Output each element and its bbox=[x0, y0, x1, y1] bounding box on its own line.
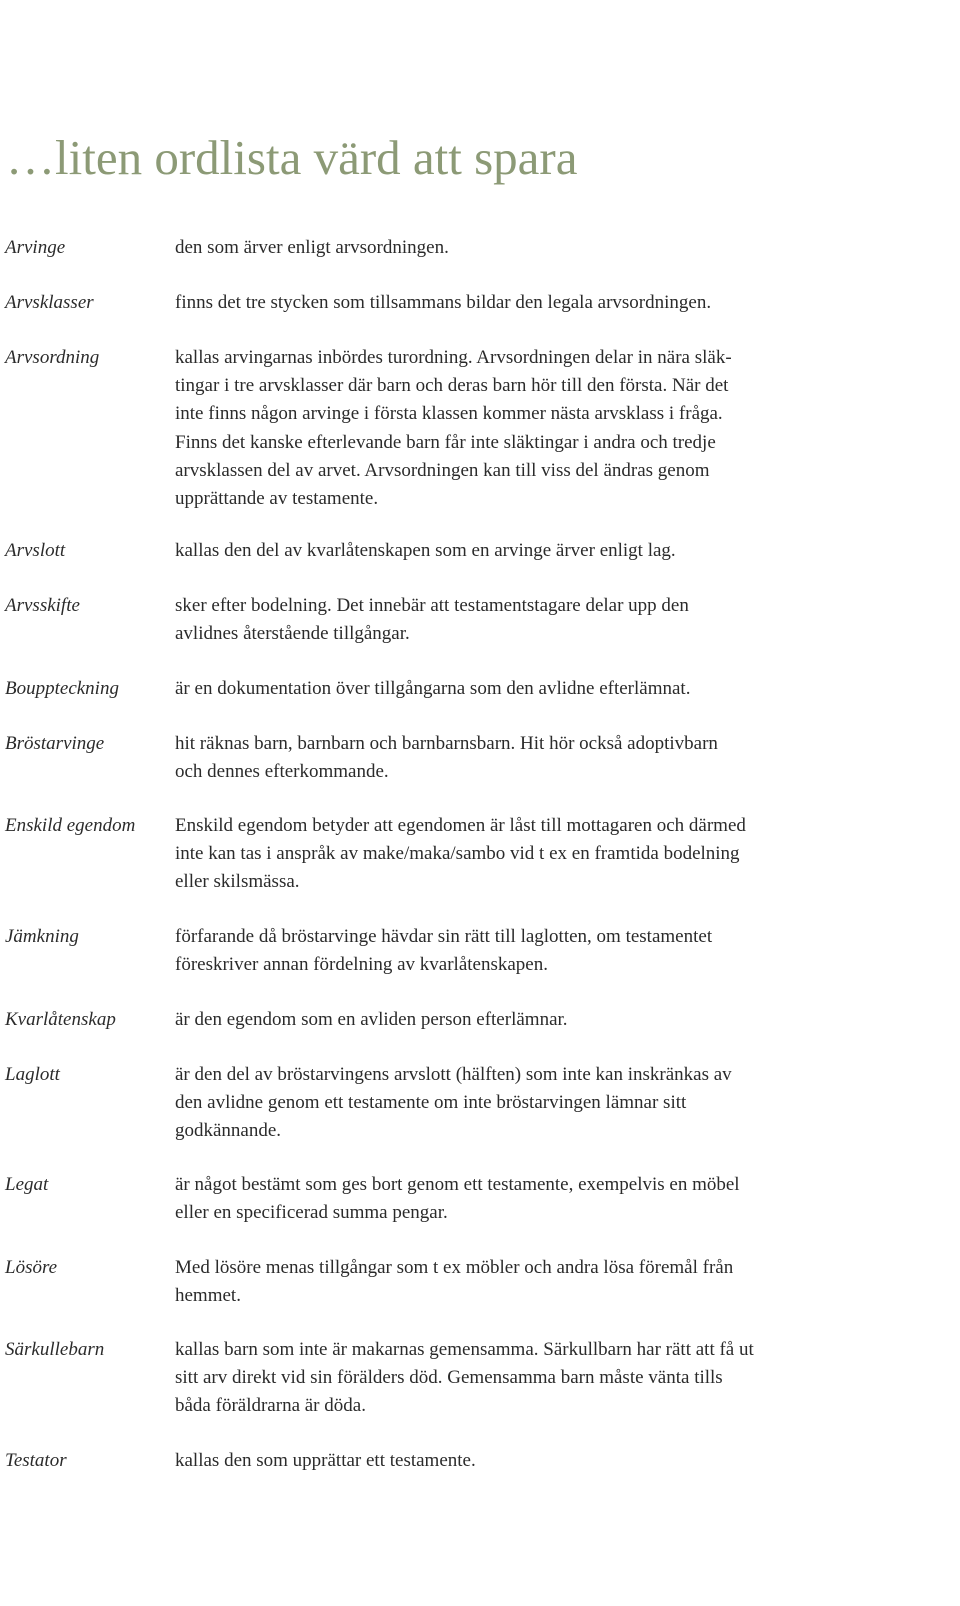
glossary-term: Lösöre bbox=[5, 1257, 58, 1278]
definition-line: är en dokumentation över tillgångarna som den avlidne efterlämnat. bbox=[175, 678, 691, 699]
glossary-term: Arvsklasser bbox=[5, 292, 94, 313]
definition-line: Finns det kanske efterlevande barn får inte släktingar i andra och tredje bbox=[175, 431, 716, 453]
definition-line: är den del av bröstarvingens arvslott (hälften) som inte kan inskränkas av bbox=[175, 1064, 732, 1085]
definition-line: Med lösöre menas tillgångar som t ex möbler och andra lösa föremål från bbox=[175, 1257, 734, 1278]
definition-line: båda föräldrarna är döda. bbox=[175, 1395, 366, 1417]
glossary-definition bbox=[175, 923, 825, 979]
definition-line: finns det tre stycken som tillsammans bildar den legala arvsordningen. bbox=[175, 292, 712, 313]
definition-line: tingar i tre arvsklasser där barn och deras barn hör till den första. När det bbox=[175, 375, 729, 397]
definition-line: inte finns någon arvinge i första klassen kommer nästa arvsklass i fråga. bbox=[175, 403, 723, 425]
definition-line: hemmet. bbox=[175, 1285, 241, 1307]
glossary-term: Arvslott bbox=[5, 540, 66, 561]
definition-line: förfarande då bröstarvinge hävdar sin rätt till laglotten, om testamentet bbox=[175, 926, 713, 947]
glossary-definition bbox=[175, 730, 825, 786]
glossary-definition bbox=[175, 675, 825, 703]
definition-line: kallas den del av kvarlåtenskapen som en arvinge ärver enligt lag. bbox=[175, 540, 676, 561]
glossary-term: Bouppteckning bbox=[5, 678, 119, 699]
glossary-definition bbox=[175, 1336, 825, 1421]
definition-line: inte kan tas i anspråk av make/maka/sambo vid t ex en framtida bodelning bbox=[175, 843, 740, 865]
glossary-definition bbox=[175, 812, 825, 897]
definition-line: arvsklassen del av arvet. Arvsordningen kan till viss del ändras genom bbox=[175, 459, 710, 481]
definition-line: är något bestämt som ges bort genom ett testamente, exempelvis en möbel bbox=[175, 1174, 740, 1195]
page-title: …liten ordlista värd att spara bbox=[6, 130, 578, 185]
glossary-term: Enskild egendom bbox=[5, 815, 136, 836]
definition-line: kallas den som upprättar ett testamente. bbox=[175, 1450, 476, 1471]
glossary-term: Arvinge bbox=[5, 237, 66, 258]
glossary-definition bbox=[175, 537, 825, 565]
definition-line: den som ärver enligt arvsordningen. bbox=[175, 237, 449, 258]
definition-line: upprättande av testamente. bbox=[175, 488, 379, 510]
glossary-term: Särkullebarn bbox=[5, 1339, 105, 1360]
glossary-definition bbox=[175, 234, 825, 262]
glossary-term: Laglott bbox=[5, 1064, 60, 1085]
definition-line: eller skilsmässa. bbox=[175, 871, 300, 893]
glossary-definition bbox=[175, 1447, 825, 1475]
definition-line: sker efter bodelning. Det innebär att testamentstagare delar upp den bbox=[175, 595, 689, 616]
definition-line: den avlidne genom ett testamente om inte bröstarvingen lämnar sitt bbox=[175, 1092, 687, 1114]
glossary-term: Legat bbox=[5, 1174, 49, 1195]
definition-line: sitt arv direkt vid sin förälders död. Gemensamma barn måste vänta tills bbox=[175, 1367, 723, 1389]
glossary-definition bbox=[175, 592, 825, 648]
glossary-definition bbox=[175, 1171, 825, 1227]
glossary-term: Bröstarvinge bbox=[5, 733, 105, 754]
glossary-term: Jämkning bbox=[5, 926, 79, 947]
definition-line: och dennes efterkommande. bbox=[175, 761, 389, 783]
definition-line: hit räknas barn, barnbarn och barnbarnsbarn. Hit hör också adoptivbarn bbox=[175, 733, 718, 754]
definition-line: Enskild egendom betyder att egendomen är låst till mottagaren och därmed bbox=[175, 815, 746, 836]
definition-line: föreskriver annan fördelning av kvarlåtenskapen. bbox=[175, 954, 548, 976]
glossary-definition bbox=[175, 1254, 825, 1310]
definition-line: godkännande. bbox=[175, 1120, 282, 1142]
glossary-term: Arvsskifte bbox=[5, 595, 80, 616]
glossary-definition bbox=[175, 289, 825, 317]
glossary-definition bbox=[175, 1006, 825, 1034]
glossary-definition bbox=[175, 344, 825, 513]
glossary-definition bbox=[175, 1061, 825, 1146]
glossary-term: Arvsordning bbox=[5, 347, 100, 368]
definition-line: avlidnes återstående tillgångar. bbox=[175, 623, 410, 645]
definition-line: eller en specificerad summa pengar. bbox=[175, 1202, 448, 1224]
definition-line: kallas arvingarnas inbördes turordning. Arvsordningen delar in nära släk- bbox=[175, 347, 732, 368]
definition-line: är den egendom som en avliden person efterlämnar. bbox=[175, 1009, 568, 1030]
glossary-term: Testator bbox=[5, 1450, 67, 1471]
glossary-term: Kvarlåtenskap bbox=[5, 1009, 116, 1030]
definition-line: kallas barn som inte är makarnas gemensamma. Särkullbarn har rätt att få ut bbox=[175, 1339, 754, 1360]
